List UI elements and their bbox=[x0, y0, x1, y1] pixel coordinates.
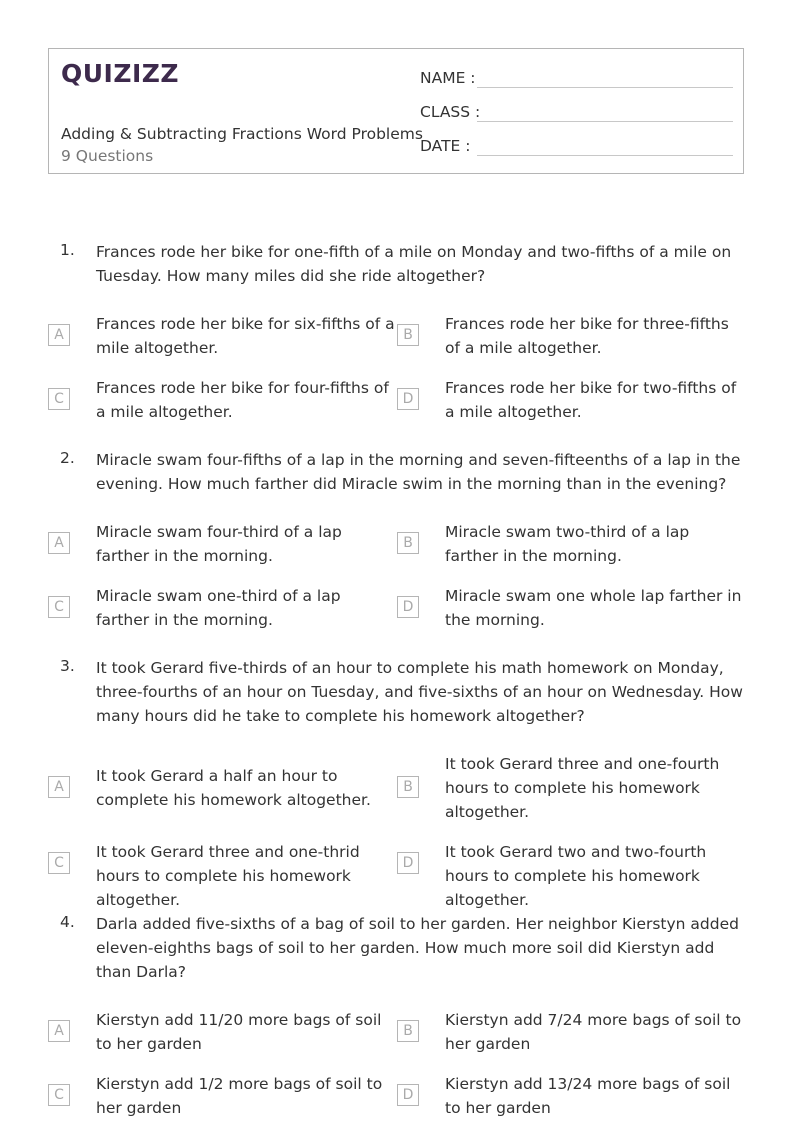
option-letter-c[interactable]: C bbox=[48, 596, 70, 618]
option-text-d[interactable]: Miracle swam one whole lap farther in the morning. bbox=[445, 587, 742, 629]
option-letter-d[interactable]: D bbox=[397, 1084, 419, 1106]
option-letter-a[interactable]: A bbox=[48, 324, 70, 346]
option-text-a[interactable]: Kierstyn add 11/20 more bags of soil to her garden bbox=[96, 1011, 382, 1053]
question-text: Darla added five-sixths of a bag of soil to her garden. Her neighbor Kierstyn added eleven-eighths bags of soil to her garden. How much more soil did Kierstyn add than Darla? bbox=[96, 915, 739, 981]
question-number: 4. bbox=[60, 913, 75, 931]
worksheet-header bbox=[48, 48, 744, 174]
option-letter-d[interactable]: D bbox=[397, 852, 419, 874]
option-letter-d[interactable]: D bbox=[397, 596, 419, 618]
class-line[interactable] bbox=[477, 121, 733, 122]
option-text-b[interactable]: Frances rode her bike for three-fifths of a mile altogether. bbox=[445, 315, 729, 357]
option-text-b[interactable]: It took Gerard three and one-fourth hours to complete his homework altogether. bbox=[445, 755, 720, 821]
option-letter-c[interactable]: C bbox=[48, 1084, 70, 1106]
worksheet-title: Adding & Subtracting Fractions Word Problems bbox=[61, 125, 423, 143]
quizizz-logo: QUIZIZZ bbox=[61, 59, 180, 88]
class-field[interactable] bbox=[420, 103, 480, 121]
option-text-a[interactable]: Frances rode her bike for six-fifths of a mile altogether. bbox=[96, 315, 395, 357]
option-letter-d[interactable]: D bbox=[397, 388, 419, 410]
question-number: 1. bbox=[60, 241, 75, 259]
option-letter-c[interactable]: C bbox=[48, 852, 70, 874]
option-text-b[interactable]: Miracle swam two-third of a lap farther in the morning. bbox=[445, 523, 690, 565]
option-text-c[interactable]: Frances rode her bike for four-fifths of a mile altogether. bbox=[96, 379, 389, 421]
date-line[interactable] bbox=[477, 155, 733, 156]
option-text-b[interactable]: Kierstyn add 7/24 more bags of soil to her garden bbox=[445, 1011, 742, 1053]
option-text-a[interactable]: It took Gerard a half an hour to complete his homework altogether. bbox=[96, 767, 371, 809]
option-text-d[interactable]: Kierstyn add 13/24 more bags of soil to her garden bbox=[445, 1075, 731, 1117]
option-letter-a[interactable]: A bbox=[48, 1020, 70, 1042]
name-label: NAME : bbox=[420, 69, 476, 87]
question-text: It took Gerard five-thirds of an hour to complete his math homework on Monday, three-fourths of an hour on Tuesday, and five-sixths of an hour on Wednesday. How many hours did he take to complete his homework altogether? bbox=[96, 659, 743, 725]
option-letter-a[interactable]: A bbox=[48, 776, 70, 798]
option-text-c[interactable]: It took Gerard three and one-thrid hours to complete his homework altogether. bbox=[96, 843, 360, 909]
option-text-d[interactable]: Frances rode her bike for two-fifths of a mile altogether. bbox=[445, 379, 737, 421]
option-text-c[interactable]: Miracle swam one-third of a lap farther in the morning. bbox=[96, 587, 341, 629]
option-letter-b[interactable]: B bbox=[397, 532, 419, 554]
option-letter-b[interactable]: B bbox=[397, 776, 419, 798]
option-text-a[interactable]: Miracle swam four-third of a lap farther in the morning. bbox=[96, 523, 342, 565]
date-field[interactable] bbox=[420, 137, 470, 155]
question-number: 2. bbox=[60, 449, 75, 467]
option-text-d[interactable]: It took Gerard two and two-fourth hours to complete his homework altogether. bbox=[445, 843, 707, 909]
question-count: 9 Questions bbox=[61, 147, 154, 165]
option-letter-c[interactable]: C bbox=[48, 388, 70, 410]
question-number: 3. bbox=[60, 657, 75, 675]
class-label: CLASS : bbox=[420, 103, 481, 121]
option-letter-a[interactable]: A bbox=[48, 532, 70, 554]
question-text: Frances rode her bike for one-fifth of a mile on Monday and two-fifths of a mile on Tuesday. How many miles did she ride altogether? bbox=[96, 243, 732, 285]
name-field[interactable] bbox=[420, 69, 476, 87]
question-text: Miracle swam four-fifths of a lap in the morning and seven-fifteenths of a lap in the evening. How much farther did Miracle swim in the morning than in the evening? bbox=[96, 451, 741, 493]
date-label: DATE : bbox=[420, 137, 471, 155]
name-line[interactable] bbox=[477, 87, 733, 88]
option-letter-b[interactable]: B bbox=[397, 1020, 419, 1042]
option-text-c[interactable]: Kierstyn add 1/2 more bags of soil to her garden bbox=[96, 1075, 383, 1117]
option-letter-b[interactable]: B bbox=[397, 324, 419, 346]
